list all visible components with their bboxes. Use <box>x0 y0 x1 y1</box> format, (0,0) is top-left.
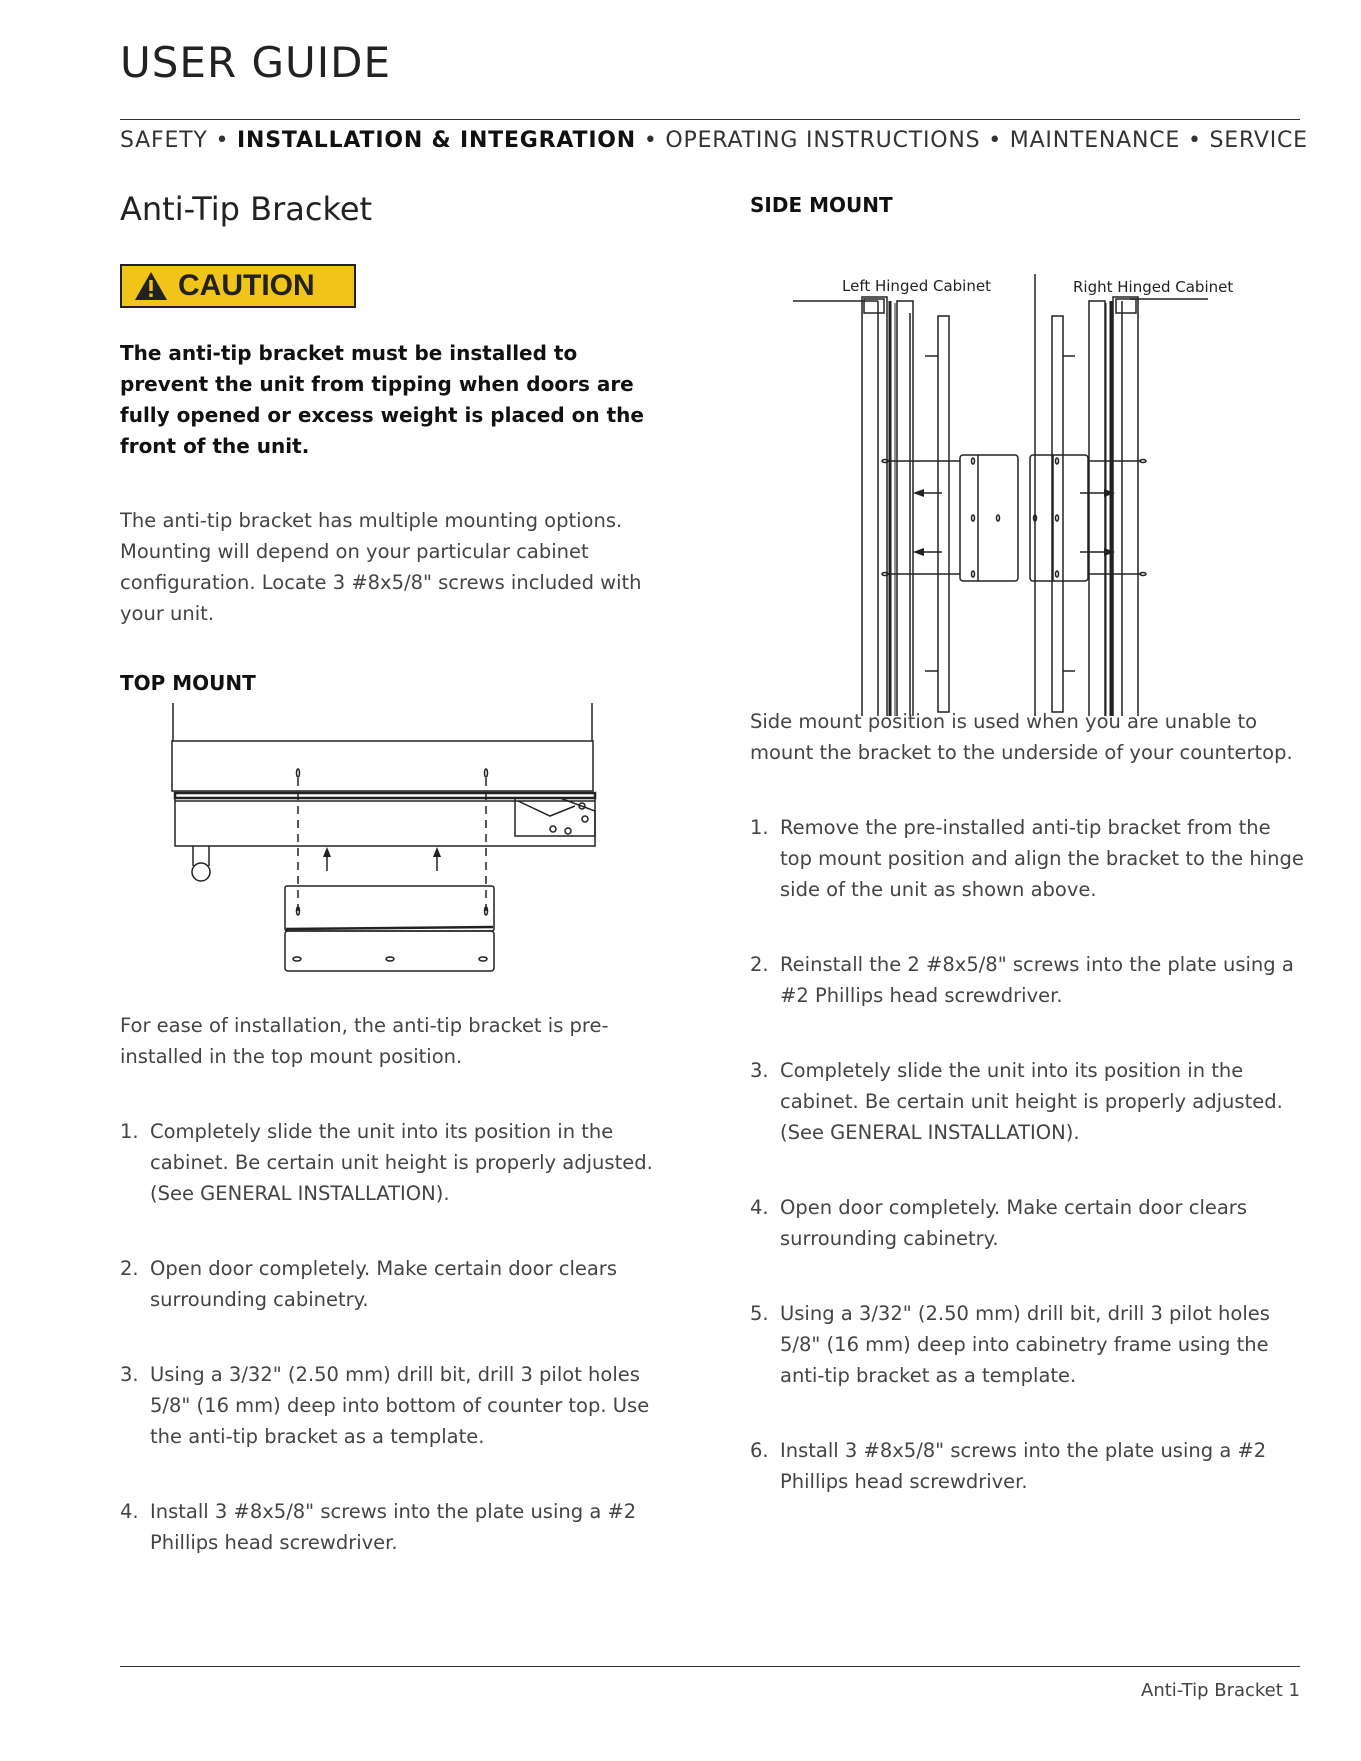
step-text: Using a 3/32" (2.50 mm) drill bit, drill 3 pilot holes 5/8" (16 mm) deep into bottom of counter top. Use the anti-tip bracket as a template. <box>150 1363 650 1448</box>
top-mount-intro: For ease of installation, the anti-tip bracket is pre-installed in the top mount position. <box>120 1014 609 1068</box>
step-number: 3. <box>750 1059 769 1082</box>
right-hinged-label: Right Hinged Cabinet <box>1073 278 1234 296</box>
step-number: 2. <box>750 953 769 976</box>
step-text: Completely slide the unit into its position in the cabinet. Be certain unit height is properly adjusted. (See GENERAL INSTALLATION). <box>150 1120 653 1205</box>
list-item <box>120 1116 665 1209</box>
list-item <box>750 1435 1305 1497</box>
section-title: Anti-Tip Bracket <box>120 190 373 228</box>
step-text: Completely slide the unit into its position in the cabinet. Be certain unit height is properly adjusted. (See GENERAL INSTALLATION). <box>780 1059 1283 1144</box>
side-mount-steps <box>750 812 1305 1497</box>
nav-operating: OPERATING INSTRUCTIONS <box>665 128 981 153</box>
step-number: 5. <box>750 1302 769 1325</box>
step-number: 1. <box>750 816 769 839</box>
header-rule <box>120 119 1300 120</box>
step-number: 3. <box>120 1363 139 1386</box>
nav-installation: INSTALLATION & INTEGRATION <box>237 128 637 153</box>
caution-label: CAUTION <box>178 269 315 302</box>
side-mount-diagram <box>750 221 1305 716</box>
top-mount-heading: TOP MOUNT <box>120 671 256 695</box>
list-item <box>750 1192 1305 1254</box>
step-text: Open door completely. Make certain door clears surrounding cabinetry. <box>780 1196 1247 1250</box>
nav-service: SERVICE <box>1209 128 1308 153</box>
nav-maintenance: MAINTENANCE <box>1009 128 1181 153</box>
list-item <box>120 1359 665 1452</box>
step-text: Reinstall the 2 #8x5/8" screws into the plate using a #2 Phillips head screwdriver. <box>780 953 1294 1007</box>
list-item <box>120 1253 665 1315</box>
right-column <box>750 193 1305 1541</box>
intro-text: The anti-tip bracket has multiple mounting options. Mounting will depend on your particular cabinet configuration. Locate 3 #8x5/8" screws included with your unit. <box>120 509 642 625</box>
step-number: 6. <box>750 1439 769 1462</box>
page-title: USER GUIDE <box>120 38 392 87</box>
side-mount-heading: SIDE MOUNT <box>750 193 893 217</box>
list-item <box>120 1496 665 1558</box>
list-item <box>750 949 1305 1011</box>
nav-separator: • <box>643 128 658 153</box>
warning-triangle-icon <box>134 271 168 301</box>
footer-page-label: Anti-Tip Bracket 1 <box>1141 1680 1300 1701</box>
top-mount-steps <box>120 1116 665 1558</box>
step-text: Remove the pre-installed anti-tip bracket from the top mount position and align the bracket to the hinge side of the unit as shown above. <box>780 816 1304 901</box>
step-number: 2. <box>120 1257 139 1280</box>
left-column <box>120 190 665 1602</box>
nav-separator: • <box>1187 128 1202 153</box>
step-number: 1. <box>120 1120 139 1143</box>
step-number: 4. <box>750 1196 769 1219</box>
side-mount-intro: Side mount position is used when you are unable to mount the bracket to the underside of your countertop. <box>750 710 1293 764</box>
step-text: Open door completely. Make certain door clears surrounding cabinetry. <box>150 1257 617 1311</box>
top-mount-diagram <box>120 701 665 996</box>
warning-text: The anti-tip bracket must be installed to prevent the unit from tipping when doors are fully opened or excess weight is placed on the front of the unit. <box>120 341 644 458</box>
section-nav <box>120 128 1308 153</box>
list-item <box>750 1298 1305 1391</box>
left-hinged-label: Left Hinged Cabinet <box>842 277 991 295</box>
step-number: 4. <box>120 1500 139 1523</box>
nav-safety: SAFETY <box>120 128 208 153</box>
list-item <box>750 812 1305 905</box>
list-item <box>750 1055 1305 1148</box>
nav-separator: • <box>215 128 230 153</box>
step-text: Using a 3/32" (2.50 mm) drill bit, drill 3 pilot holes 5/8" (16 mm) deep into cabinetry frame using the anti-tip bracket as a template. <box>780 1302 1270 1387</box>
footer-rule <box>120 1666 1300 1667</box>
nav-separator: • <box>988 128 1002 153</box>
step-text: Install 3 #8x5/8" screws into the plate using a #2 Phillips head screwdriver. <box>150 1500 637 1554</box>
caution-badge <box>120 264 356 308</box>
step-text: Install 3 #8x5/8" screws into the plate using a #2 Phillips head screwdriver. <box>780 1439 1267 1493</box>
